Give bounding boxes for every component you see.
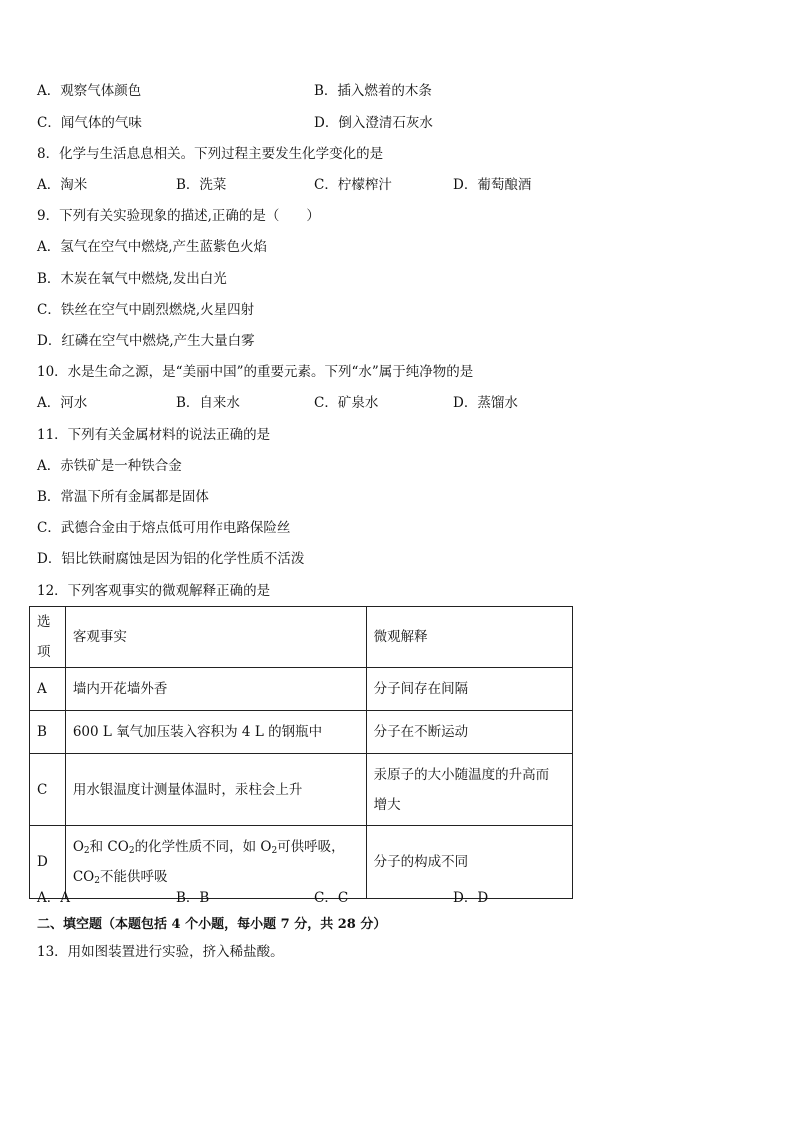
q7-option-d: D．倒入澄清石灰水 xyxy=(314,115,433,131)
q9-option-d: D．红磷在空气中燃烧,产生大量白雾 xyxy=(37,333,255,349)
q11-stem: 11．下列有关金属材料的说法正确的是 xyxy=(37,427,271,443)
q12-option-b: B．B xyxy=(176,890,210,906)
q11-option-b: B．常温下所有金属都是固体 xyxy=(37,489,209,505)
row-fact: 600 L 氧气加压装入容积为 4 L 的钢瓶中 xyxy=(65,711,366,754)
row-option: A xyxy=(30,668,66,711)
q13-stem: 13．用如图装置进行实验，挤入稀盐酸。 xyxy=(37,944,284,960)
row-fact: 墙内开花墙外香 xyxy=(65,668,366,711)
q10-option-b: B．自来水 xyxy=(176,395,240,411)
row-option: B xyxy=(30,711,66,754)
row-fact: 用水银温度计测量体温时，汞柱会上升 xyxy=(65,754,366,826)
row-fact-line1: $O_2$和 $CO_2$的化学性质不同，如 $O_2$可供呼吸， xyxy=(72,839,345,856)
q10-option-c: C．矿泉水 xyxy=(314,395,379,411)
q12-option-a: A．A xyxy=(37,890,70,906)
q12-option-c: C．C xyxy=(314,890,349,906)
q11-option-c: C．武德合金由于熔点低可用作电路保险丝 xyxy=(37,520,291,536)
row-fact-line2: $CO_2$不能供呼吸 xyxy=(72,869,168,886)
row-explanation: 分子的构成不同 xyxy=(366,826,572,899)
row-explanation: 分子间存在间隔 xyxy=(366,668,572,711)
q10-stem: 10．水是生命之源，是“美丽中国”的重要元素。下列“水”属于纯净物的是 xyxy=(37,364,474,380)
q9-option-a: A．氢气在空气中燃烧,产生蓝紫色火焰 xyxy=(37,239,268,255)
table-row xyxy=(30,668,573,711)
q8-stem: 8．化学与生活息息相关。下列过程主要发生化学变化的是 xyxy=(37,146,384,162)
q8-option-a: A．淘米 xyxy=(37,177,88,193)
row-explanation-line1: 汞原子的大小随温度的升高而 xyxy=(373,766,550,783)
q8-option-d: D．葡萄酿酒 xyxy=(453,177,532,193)
row-explanation-line2: 增大 xyxy=(373,796,401,813)
q7-option-c: C．闻气体的气味 xyxy=(37,115,142,131)
row-explanation xyxy=(366,754,572,826)
q9-option-c: C．铁丝在空气中剧烈燃烧,火星四射 xyxy=(37,302,255,318)
q10-option-a: A．河水 xyxy=(37,395,88,411)
row-explanation: 分子在不断运动 xyxy=(366,711,572,754)
header-option: 选项 xyxy=(30,607,66,668)
q11-option-d: D．铝比铁耐腐蚀是因为铝的化学性质不活泼 xyxy=(37,551,305,567)
row-option: D xyxy=(30,826,66,899)
q9-option-b: B．木炭在氧气中燃烧,发出白光 xyxy=(37,271,227,287)
table-row xyxy=(30,826,573,899)
q8-option-b: B．洗菜 xyxy=(176,177,227,193)
q12-table xyxy=(29,606,573,899)
q12-stem: 12．下列客观事实的微观解释正确的是 xyxy=(37,583,271,599)
table-header-row xyxy=(30,607,573,668)
section-title: 二、填空题（本题包括 4 个小题，每小题 7 分，共 28 分） xyxy=(37,917,387,932)
q7-option-a: A．观察气体颜色 xyxy=(37,83,142,99)
q12-option-d: D．D xyxy=(453,890,489,906)
q10-option-d: D．蒸馏水 xyxy=(453,395,518,411)
header-fact: 客观事实 xyxy=(65,607,366,668)
header-explanation: 微观解释 xyxy=(366,607,572,668)
q8-option-c: C．柠檬榨汁 xyxy=(314,177,392,193)
q11-option-a: A．赤铁矿是一种铁合金 xyxy=(37,458,182,474)
table-row xyxy=(30,754,573,826)
table-row xyxy=(30,711,573,754)
q9-stem: 9．下列有关实验现象的描述,正确的是（ ） xyxy=(37,208,320,224)
q7-option-b: B．插入燃着的木条 xyxy=(314,83,432,99)
row-option: C xyxy=(30,754,66,826)
